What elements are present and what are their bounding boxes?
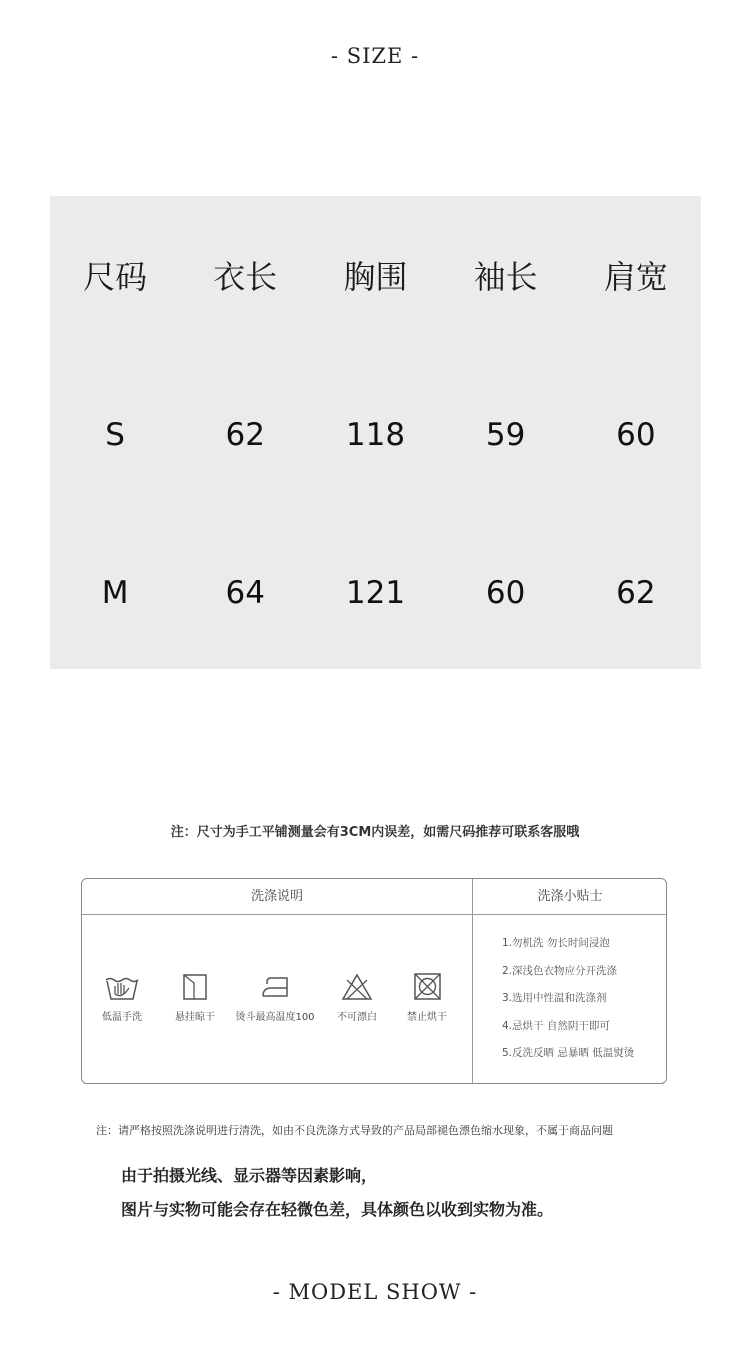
icon-label: 低温手洗 — [102, 1012, 142, 1023]
color-disclaimer-line2: 图片与实物可能会存在轻微色差，具体颜色以收到实物为准。 — [121, 1200, 554, 1219]
table-row — [50, 405, 701, 465]
list-item: 1.勿机洗 勿长时间浸泡 — [502, 937, 610, 949]
measurement-note: 注：尺寸为手工平铺测量会有3CM内误差，如需尺码推荐可联系客服哦 — [170, 825, 580, 840]
wash-icon-item — [155, 972, 235, 1023]
model-show-title: - MODEL SHOW - — [272, 1280, 478, 1304]
table-row — [50, 563, 701, 623]
list-item: 2.深浅色衣物应分开洗涤 — [502, 964, 618, 977]
list-item: 3.选用中性温和洗涤剂 — [502, 992, 607, 1004]
wash-tips-header: 洗涤小贴士 — [537, 889, 603, 904]
cell-size: S — [105, 417, 125, 453]
wash-icon-item — [387, 972, 467, 1023]
color-disclaimer-line1: 由于拍摄光线、显示器等因素影响， — [121, 1166, 378, 1185]
header-sleeve: 袖长 — [473, 258, 538, 296]
header-divider — [82, 914, 666, 915]
cell-size: M — [101, 575, 129, 611]
cell-length: 62 — [225, 417, 265, 453]
header-size: 尺码 — [83, 258, 148, 296]
cell-shoulder: 60 — [616, 417, 656, 453]
list-item: 4.忌烘干 自然阴干即可 — [502, 1019, 610, 1032]
header-chest: 胸围 — [343, 258, 408, 296]
icon-label: 烫斗最高温度100 — [235, 1012, 315, 1023]
cell-shoulder: 62 — [616, 575, 656, 611]
hang-dry-icon — [175, 972, 215, 1002]
wash-icon-item — [317, 972, 397, 1023]
cell-sleeve: 60 — [485, 575, 526, 611]
wash-tips-list — [502, 935, 662, 1073]
list-item: 5.反洗反晒 忌暴晒 低温熨烫 — [502, 1047, 635, 1059]
cell-chest: 121 — [345, 575, 406, 611]
header-length: 衣长 — [213, 258, 278, 296]
header-shoulder: 肩宽 — [603, 258, 668, 296]
hand-wash-icon — [102, 972, 142, 1002]
no-bleach-icon — [337, 972, 377, 1002]
wash-instructions-header: 洗涤说明 — [250, 889, 303, 904]
size-section-title: - SIZE - — [330, 44, 420, 68]
wash-icon-item — [235, 972, 315, 1023]
icon-label: 不可漂白 — [337, 1012, 377, 1023]
icon-label: 禁止烘干 — [407, 1012, 447, 1023]
no-tumble-dry-icon — [407, 972, 447, 1002]
size-table-header — [50, 247, 701, 307]
cell-chest: 118 — [345, 417, 406, 453]
wash-icon-item — [82, 972, 162, 1023]
wash-instructions-panel — [81, 878, 667, 1084]
icon-label: 悬挂晾干 — [175, 1012, 215, 1023]
wash-note: 注：请严格按照洗涤说明进行清洗，如由不良洗涤方式导致的产品局部褪色漂色缩水现象，不属于商品问题 — [96, 1124, 613, 1137]
cell-sleeve: 59 — [485, 417, 526, 453]
cell-length: 64 — [225, 575, 265, 611]
iron-icon — [255, 972, 295, 1002]
